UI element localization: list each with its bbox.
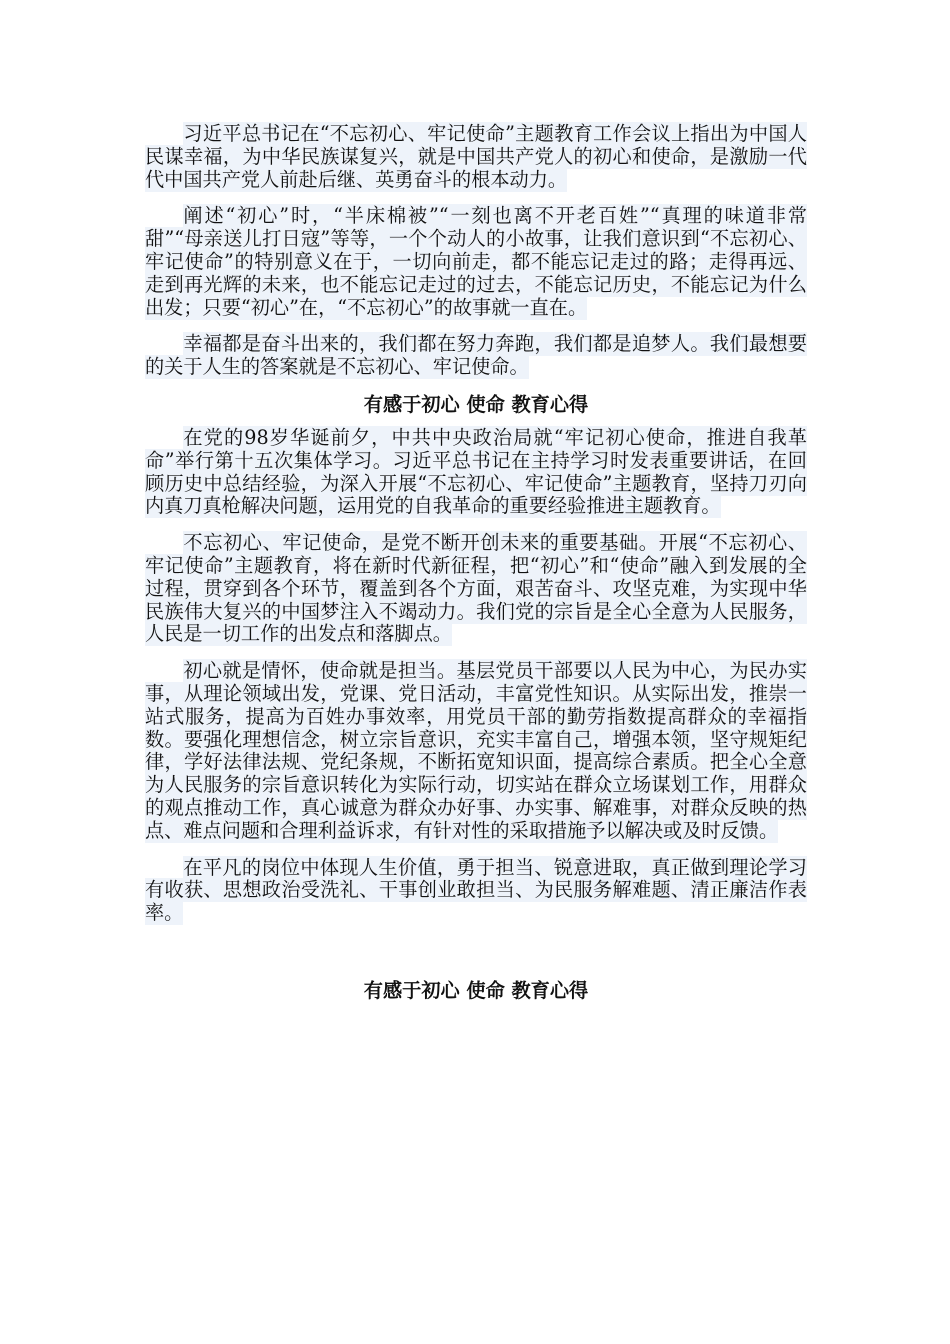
paragraph	[145, 123, 807, 191]
paragraph-text: 幸福都是奋斗出来的，我们都在努力奔跑，我们都是追梦人。我们最想要的关于人生的答案就是不忘初心、牢记使命。	[145, 332, 807, 379]
paragraph-text: 阐述“初心”时，“半床棉被”“一刻也离不开老百姓”“真理的味道非常甜”“母亲送儿打日寇”等等，一个个动人的小故事，让我们意识到“不忘初心、牢记使命”的特别意义在于，一切向前走，都不能忘记走过的路；走得再远、走到再光辉的未来，也不能忘记走过的过去，不能忘记历史，不能忘记为什么出发；只要“初心”在，“不忘初心”的故事就一直在。	[145, 204, 807, 319]
paragraph	[145, 660, 807, 842]
paragraph	[145, 427, 807, 518]
paragraph	[145, 333, 807, 379]
paragraph	[145, 205, 807, 319]
paragraph-text: 在平凡的岗位中体现人生价值，勇于担当、锐意进取，真正做到理论学习有收获、思想政治受洗礼、干事创业敢担当、为民服务解难题、清正廉洁作表率。	[145, 855, 807, 925]
document-page	[145, 123, 807, 1013]
paragraph-text: 在党的98岁华诞前夕，中共中央政治局就“牢记初心使命，推进自我革命”举行第十五次集体学习。习近平总书记在主持学习时发表重要讲话，在回顾历史中总结经验，为深入开展“不忘初心、牢记使命”主题教育，坚持刀刃向内真刀真枪解决问题，运用党的自我革命的重要经验推进主题教育。	[145, 425, 807, 518]
section-heading: 有感于初心 使命 教育心得	[363, 978, 589, 1002]
paragraph-text: 不忘初心、牢记使命，是党不断开创未来的重要基础。开展“不忘初心、牢记使命”主题教育，将在新时代新征程，把“初心”和“使命”融入到发展的全过程，贯穿到各个环节，覆盖到各个方面，艰苦奋斗、攻坚克难，为实现中华民族伟大复兴的中国梦注入不竭动力。我们党的宗旨是全心全意为人民服务，人民是一切工作的出发点和落脚点。	[145, 531, 807, 646]
section-heading: 有感于初心 使命 教育心得	[363, 392, 589, 416]
paragraph	[145, 532, 807, 646]
paragraph-text: 习近平总书记在“不忘初心、牢记使命”主题教育工作会议上指出为中国人民谋幸福，为中华民族谋复兴，就是中国共产党人的初心和使命，是激励一代代中国共产党人前赴后继、英勇奋斗的根本动力。	[145, 122, 807, 191]
paragraph	[145, 857, 807, 925]
paragraph-text: 初心就是情怀，使命就是担当。基层党员干部要以人民为中心，为民办实事，从理论领域出发，党课、党日活动，丰富党性知识。从实际出发，推崇一站式服务，提高为百姓办事效率，用党员干部的勤劳指数提高群众的幸福指数。要强化理想信念，树立宗旨意识，充实丰富自己，增强本领，坚守规矩纪律，学好法律法规、党纪条规，不断拓宽知识面，提高综合素质。把全心全意为人民服务的宗旨意识转化为实际行动，切实站在群众立场谋划工作，用群众的观点推动工作，真心诚意为群众办好事、办实事、解难事，对群众反映的热点、难点问题和合理利益诉求，有针对性的采取措施予以解决或及时反馈。	[145, 659, 807, 842]
